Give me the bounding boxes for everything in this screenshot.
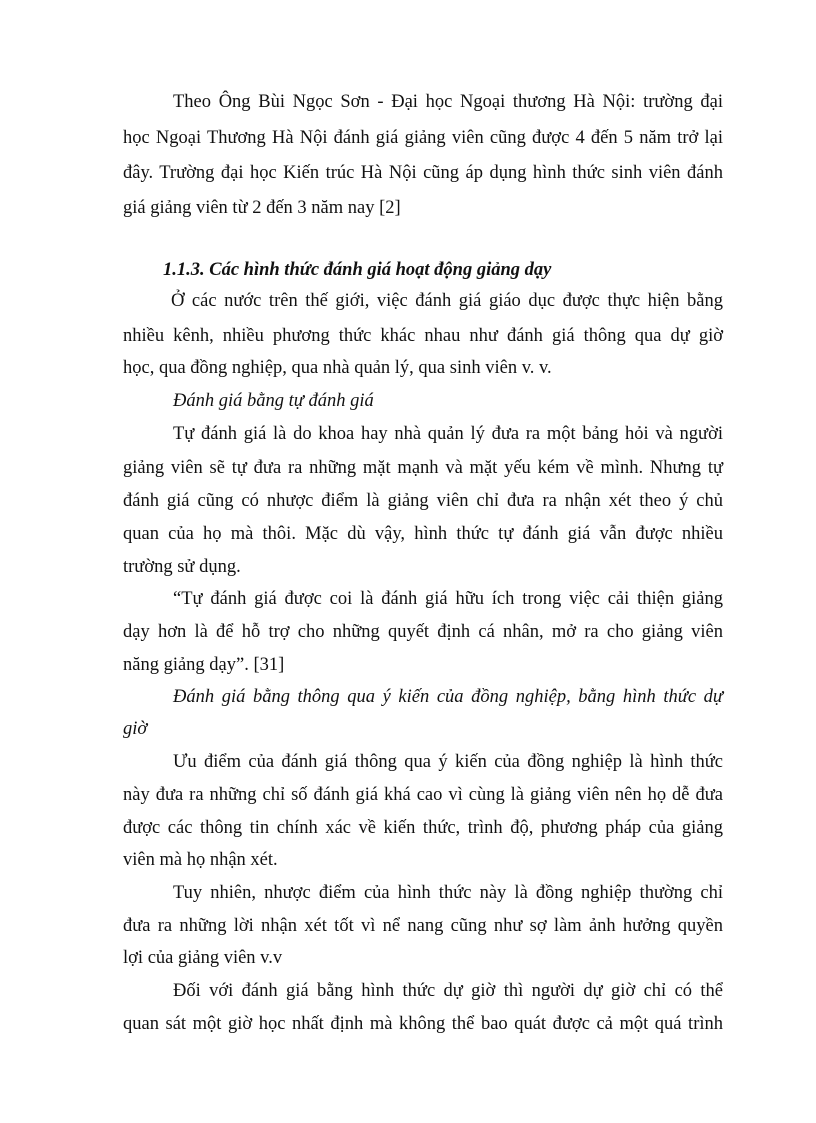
para3-line5: trường sử dụng. <box>123 557 241 577</box>
subheading-self-assessment: Đánh giá bằng tự đánh giá <box>173 391 374 411</box>
para6-line2: đưa ra những lời nhận xét tốt vì nể nang cũng như sợ làm ảnh hưởng quyền <box>123 916 723 936</box>
para1-line4: giá giảng viên từ 2 đến 3 năm nay [2] <box>123 198 401 218</box>
para5-line1: Ưu điểm của đánh giá thông qua ý kiến của đồng nghiệp là hình thức <box>173 752 723 772</box>
subheading-peer-assessment-line1: Đánh giá bằng thông qua ý kiến của đồng nghiệp, bằng hình thức dự <box>173 687 723 707</box>
para4-line2: dạy hơn là để hỗ trợ cho những quyết định cá nhân, mở ra cho giảng viên <box>123 622 723 642</box>
para5-line4: viên mà họ nhận xét. <box>123 850 278 870</box>
para4-line3: năng giảng dạy”. [31] <box>123 655 285 675</box>
para7-line1: Đối với đánh giá bằng hình thức dự giờ thì người dự giờ chỉ có thể <box>173 981 723 1001</box>
para1-line2: học Ngoại Thương Hà Nội đánh giá giảng viên cũng được 4 đến 5 năm trở lại <box>123 128 723 148</box>
para6-line3: lợi của giảng viên v.v <box>123 948 283 968</box>
para4-line1: “Tự đánh giá được coi là đánh giá hữu ích trong việc cải thiện giảng <box>173 589 723 609</box>
para3-line3: đánh giá cũng có nhược điểm là giảng viên chỉ đưa ra nhận xét theo ý chủ <box>123 491 723 511</box>
para5-line2: này đưa ra những chỉ số đánh giá khá cao vì cùng là giảng viên nên họ dễ đưa <box>123 785 723 805</box>
para2-line1: Ở các nước trên thế giới, việc đánh giá giáo dục được thực hiện bằng <box>171 291 723 311</box>
para2-line3: học, qua đồng nghiệp, qua nhà quản lý, qua sinh viên v. v. <box>123 358 552 378</box>
para1-line1: Theo Ông Bùi Ngọc Sơn - Đại học Ngoại thương Hà Nội: trường đại <box>173 92 723 112</box>
para3-line2: giảng viên sẽ tự đưa ra những mặt mạnh và mặt yếu kém về mình. Nhưng tự <box>123 458 723 478</box>
section-heading: 1.1.3. Các hình thức đánh giá hoạt động giảng dạy <box>163 260 552 280</box>
para5-line3: được các thông tin chính xác về kiến thức, trình độ, phương pháp của giảng <box>123 818 723 838</box>
para3-line4: quan của họ mà thôi. Mặc dù vậy, hình thức tự đánh giá vẫn được nhiều <box>123 524 723 544</box>
para3-line1: Tự đánh giá là do khoa hay nhà quản lý đưa ra một bảng hỏi và người <box>173 424 723 444</box>
para6-line1: Tuy nhiên, nhược điểm của hình thức này là đồng nghiệp thường chỉ <box>173 883 723 903</box>
para2-line2: nhiều kênh, nhiều phương thức khác nhau như đánh giá thông qua dự giờ <box>123 326 723 346</box>
subheading-peer-assessment-line2: giờ <box>123 719 148 739</box>
para7-line2: quan sát một giờ học nhất định mà không thể bao quát được cả một quá trình <box>123 1014 723 1034</box>
para1-line3: đây. Trường đại học Kiến trúc Hà Nội cũng áp dụng hình thức sinh viên đánh <box>123 163 723 183</box>
